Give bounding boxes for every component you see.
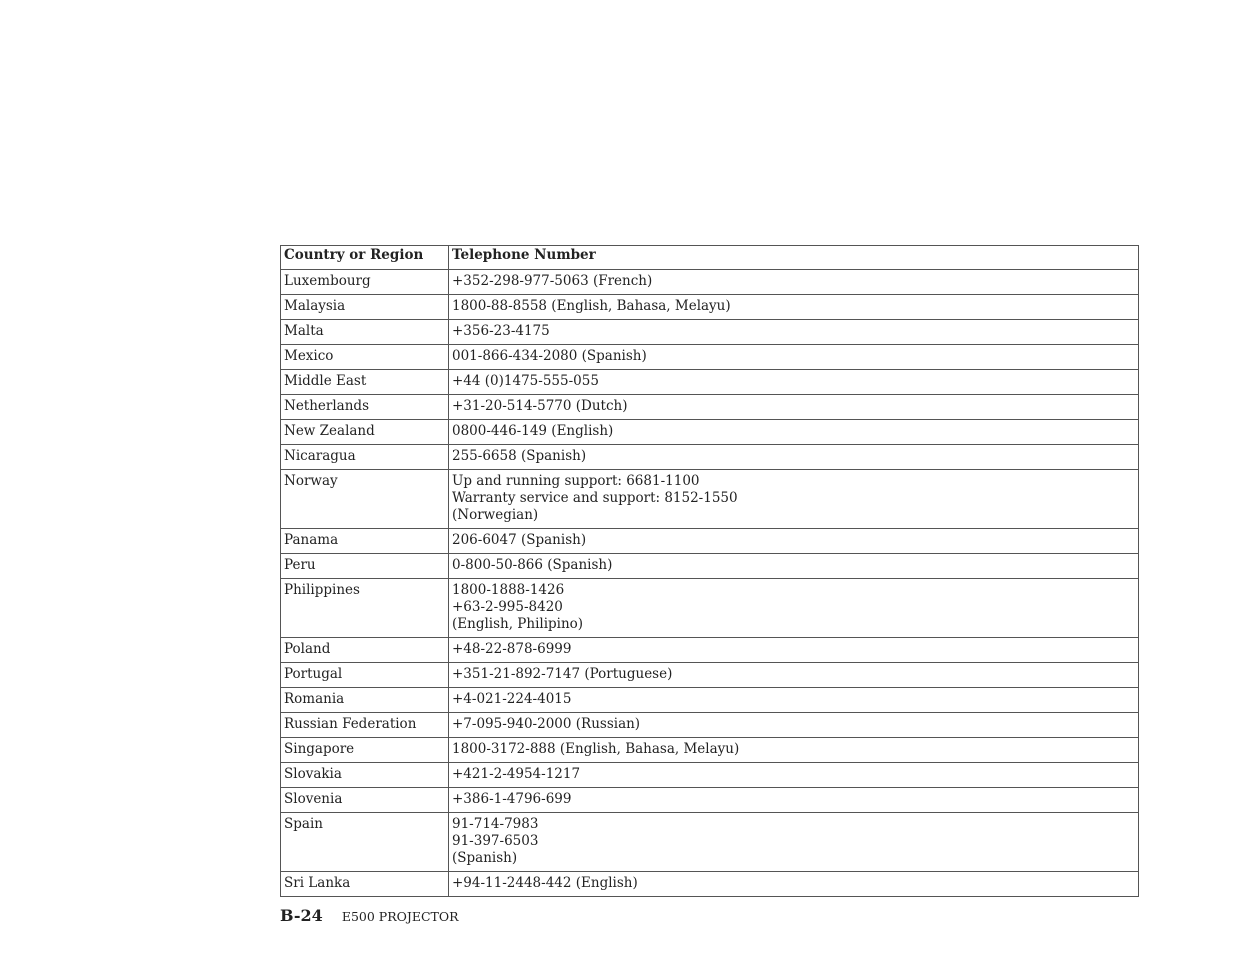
country-cell: Singapore	[281, 738, 449, 763]
telephone-line: 255-6658 (Spanish)	[452, 448, 587, 464]
telephone-cell	[449, 788, 1139, 813]
table-row	[281, 370, 1139, 395]
table-row	[281, 713, 1139, 738]
country-cell: Panama	[281, 529, 449, 554]
country-cell: Middle East	[281, 370, 449, 395]
telephone-cell	[449, 445, 1139, 470]
country-cell: Sri Lanka	[281, 872, 449, 897]
table-row	[281, 529, 1139, 554]
telephone-line: 206-6047 (Spanish)	[452, 532, 587, 548]
telephone-line: (English, Philipino)	[452, 616, 584, 632]
telephone-line: +63-2-995-8420	[452, 599, 563, 615]
telephone-cell	[449, 320, 1139, 345]
telephone-line: +48-22-878-6999	[452, 641, 572, 657]
country-cell: Malta	[281, 320, 449, 345]
telephone-cell	[449, 638, 1139, 663]
table-row	[281, 738, 1139, 763]
country-cell: Nicaragua	[281, 445, 449, 470]
country-cell: Portugal	[281, 663, 449, 688]
telephone-line: 91-397-6503	[452, 833, 539, 849]
country-cell: Peru	[281, 554, 449, 579]
telephone-line: (Norwegian)	[452, 507, 539, 523]
telephone-line: 1800-88-8558 (English, Bahasa, Melayu)	[452, 298, 731, 314]
telephone-line: Warranty service and support: 8152-1550	[452, 490, 738, 506]
country-cell: Slovakia	[281, 763, 449, 788]
page-number: B-24	[280, 906, 323, 925]
table-row	[281, 763, 1139, 788]
table-row	[281, 554, 1139, 579]
country-cell: Mexico	[281, 345, 449, 370]
page-footer	[280, 906, 459, 925]
table-row	[281, 813, 1139, 872]
table-header-row	[281, 246, 1139, 270]
telephone-line: 0800-446-149 (English)	[452, 423, 614, 439]
telephone-line: 1800-3172-888 (English, Bahasa, Melayu)	[452, 741, 740, 757]
country-cell: Slovenia	[281, 788, 449, 813]
telephone-cell	[449, 529, 1139, 554]
telephone-cell	[449, 420, 1139, 445]
country-cell: Romania	[281, 688, 449, 713]
table-row	[281, 872, 1139, 897]
telephone-cell	[449, 345, 1139, 370]
telephone-line: 91-714-7983	[452, 816, 539, 832]
telephone-line: +352-298-977-5063 (French)	[452, 273, 653, 289]
telephone-line: +421-2-4954-1217	[452, 766, 581, 782]
telephone-line: +44 (0)1475-555-055	[452, 373, 599, 389]
table-body	[281, 270, 1139, 897]
table-row	[281, 638, 1139, 663]
telephone-cell	[449, 395, 1139, 420]
table-row	[281, 270, 1139, 295]
telephone-cell	[449, 813, 1139, 872]
telephone-line: +351-21-892-7147 (Portuguese)	[452, 666, 673, 682]
country-cell: Norway	[281, 470, 449, 529]
telephone-cell	[449, 470, 1139, 529]
column-header-telephone: Telephone Number	[449, 246, 1139, 270]
country-cell: Luxembourg	[281, 270, 449, 295]
column-header-country: Country or Region	[281, 246, 449, 270]
table-row	[281, 345, 1139, 370]
contact-table-container	[280, 245, 1138, 897]
telephone-line: +386-1-4796-699	[452, 791, 572, 807]
telephone-cell	[449, 554, 1139, 579]
telephone-table	[280, 245, 1139, 897]
telephone-line: 1800-1888-1426	[452, 582, 565, 598]
table-row	[281, 445, 1139, 470]
country-cell: Russian Federation	[281, 713, 449, 738]
telephone-cell	[449, 370, 1139, 395]
telephone-cell	[449, 295, 1139, 320]
telephone-line: Up and running support: 6681-1100	[452, 473, 700, 489]
table-row	[281, 663, 1139, 688]
table-row	[281, 470, 1139, 529]
telephone-line: (Spanish)	[452, 850, 518, 866]
telephone-cell	[449, 270, 1139, 295]
table-row	[281, 320, 1139, 345]
telephone-cell	[449, 763, 1139, 788]
table-row	[281, 579, 1139, 638]
telephone-line: 0-800-50-866 (Spanish)	[452, 557, 613, 573]
country-cell: Poland	[281, 638, 449, 663]
telephone-line: +356-23-4175	[452, 323, 550, 339]
telephone-cell	[449, 872, 1139, 897]
document-title: E500 PROJECTOR	[341, 909, 459, 924]
table-row	[281, 295, 1139, 320]
telephone-line: +7-095-940-2000 (Russian)	[452, 716, 641, 732]
telephone-line: +4-021-224-4015	[452, 691, 572, 707]
telephone-cell	[449, 663, 1139, 688]
country-cell: New Zealand	[281, 420, 449, 445]
table-row	[281, 395, 1139, 420]
telephone-line: +31-20-514-5770 (Dutch)	[452, 398, 628, 414]
telephone-line: +94-11-2448-442 (English)	[452, 875, 638, 891]
table-row	[281, 420, 1139, 445]
telephone-cell	[449, 688, 1139, 713]
country-cell: Philippines	[281, 579, 449, 638]
telephone-cell	[449, 738, 1139, 763]
telephone-cell	[449, 579, 1139, 638]
table-row	[281, 688, 1139, 713]
country-cell: Netherlands	[281, 395, 449, 420]
country-cell: Spain	[281, 813, 449, 872]
country-cell: Malaysia	[281, 295, 449, 320]
telephone-line: 001-866-434-2080 (Spanish)	[452, 348, 647, 364]
telephone-cell	[449, 713, 1139, 738]
table-row	[281, 788, 1139, 813]
